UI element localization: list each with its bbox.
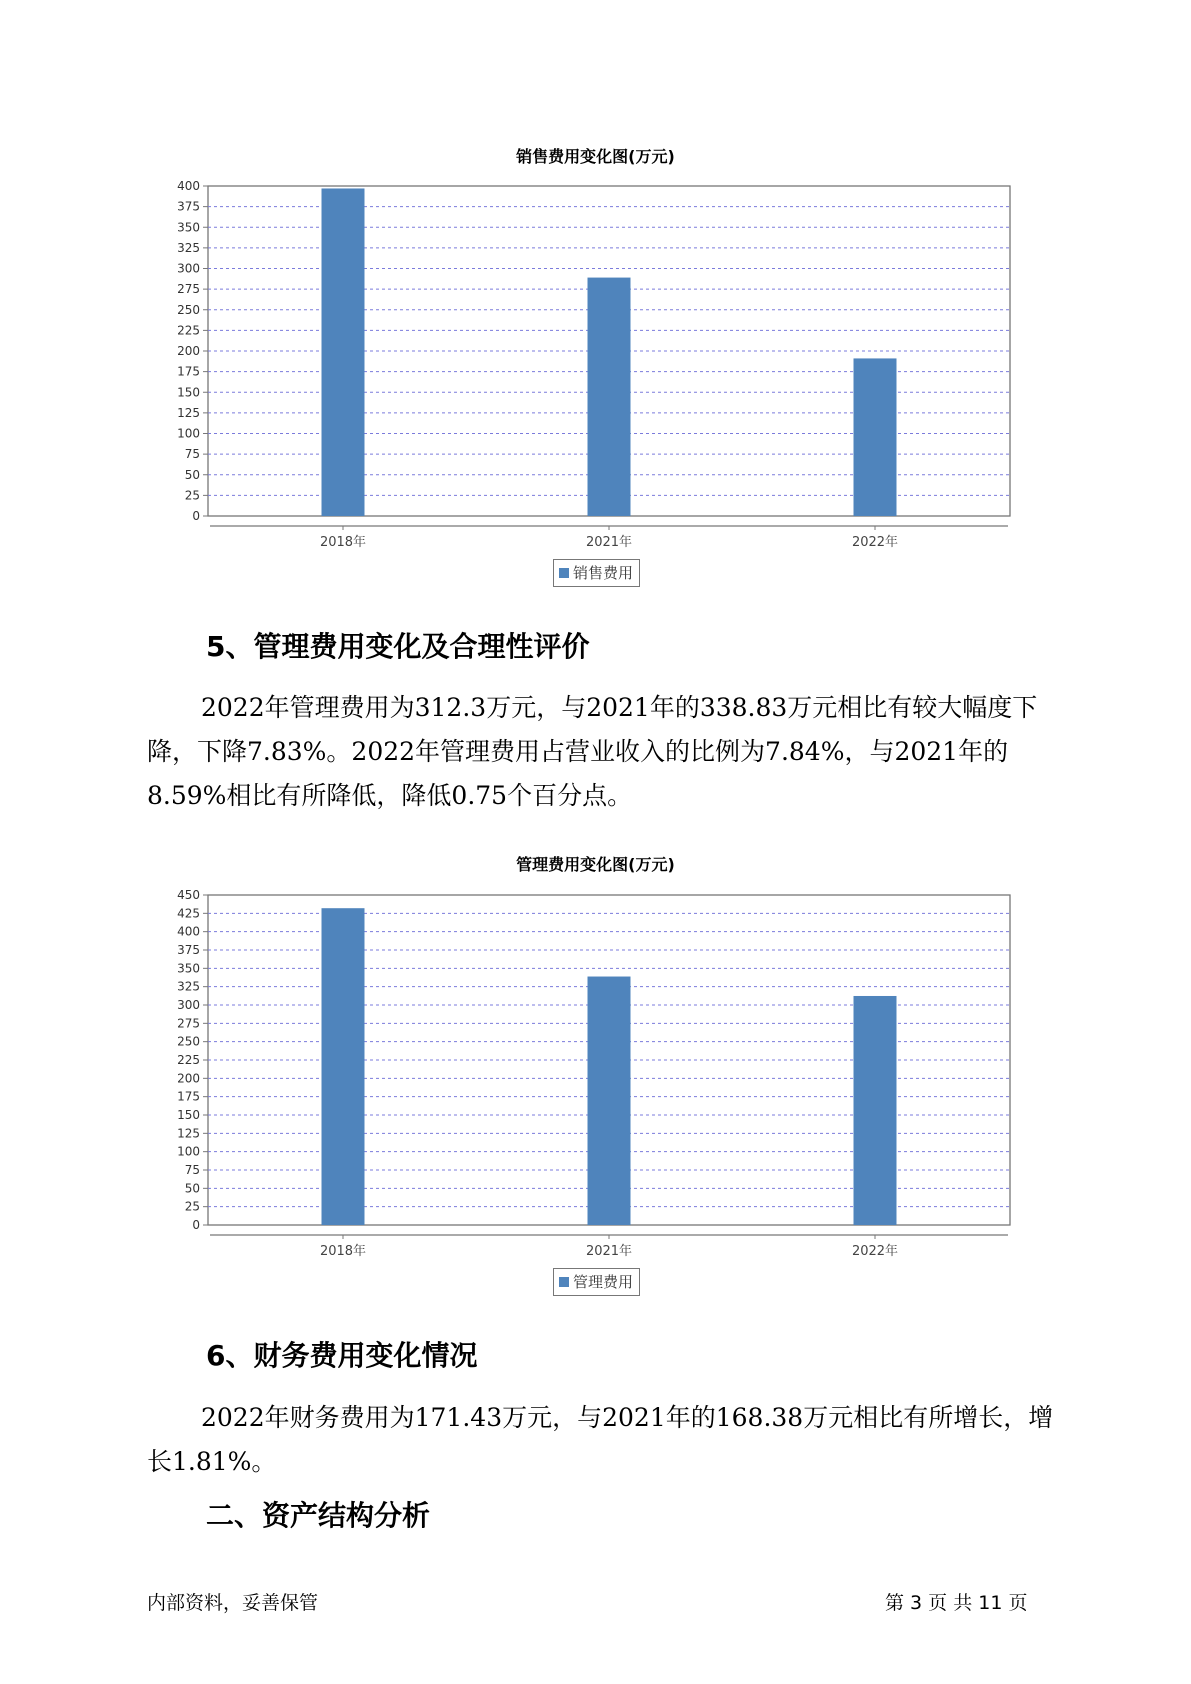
- y-tick-label: 125: [177, 405, 200, 420]
- y-tick-label: 250: [177, 1034, 200, 1049]
- section5-paragraph: 2022年管理费用为312.3万元，与2021年的338.83万元相比有较大幅度下降，下降7.83%。2022年管理费用占营业收入的比例为7.84%，与2021年的8.59%相比有所降低，降低0.75个百分点。: [147, 693, 1038, 810]
- y-tick-label: 325: [177, 240, 200, 255]
- x-tick-label: 2018年: [319, 535, 367, 550]
- y-tick-label: 325: [177, 979, 200, 994]
- admin-chart-legend: [553, 1268, 640, 1296]
- y-tick-label: 400: [177, 924, 200, 939]
- bar: [854, 358, 897, 516]
- y-tick-label: 275: [177, 1016, 200, 1031]
- y-tick-label: 400: [177, 179, 200, 193]
- y-tick-label: 350: [177, 961, 200, 976]
- footer-page-number: 第 3 页 共 11 页: [885, 1592, 1028, 1614]
- y-tick-label: 175: [177, 364, 200, 379]
- admin-chart-title: 管理费用变化图(万元): [516, 855, 675, 874]
- y-tick-label: 75: [184, 447, 200, 462]
- section6-paragraph: 2022年财务费用为171.43万元，与2021年的168.38万元相比有所增长，增长1.81%。: [147, 1403, 1054, 1476]
- y-tick-label: 50: [184, 467, 200, 482]
- y-tick-label: 200: [177, 344, 200, 358]
- sales-chart-title: 销售费用变化图(万元): [516, 147, 675, 166]
- bar: [854, 996, 897, 1225]
- y-tick-label: 150: [177, 385, 200, 400]
- bar: [322, 188, 365, 516]
- y-tick-label: 100: [177, 426, 200, 441]
- y-tick-label: 150: [177, 1108, 200, 1122]
- y-tick-label: 250: [177, 302, 200, 317]
- y-tick-label: 300: [177, 998, 200, 1012]
- y-tick-label: 100: [177, 1144, 200, 1159]
- y-tick-label: 450: [177, 888, 200, 902]
- x-tick-label: 2022年: [851, 1244, 899, 1259]
- bar: [322, 908, 365, 1225]
- y-tick-label: 0: [192, 509, 200, 523]
- y-tick-label: 0: [192, 1218, 200, 1232]
- bar: [588, 278, 631, 516]
- y-tick-label: 225: [177, 323, 200, 338]
- bar: [588, 977, 631, 1225]
- y-tick-label: 425: [177, 906, 200, 921]
- x-tick-label: 2021年: [585, 1244, 633, 1259]
- y-tick-label: 225: [177, 1053, 200, 1067]
- legend-label: 销售费用: [573, 564, 634, 582]
- legend-swatch: [559, 568, 569, 578]
- x-tick-label: 2022年: [851, 535, 899, 550]
- y-tick-label: 375: [177, 943, 200, 957]
- y-tick-label: 275: [177, 282, 200, 297]
- admin-expense-chart: [0, 880, 1191, 1270]
- y-tick-label: 50: [184, 1181, 200, 1196]
- footer-left: 内部资料，妥善保管: [147, 1592, 319, 1614]
- section6-heading: 6、财务费用变化情况: [206, 1339, 478, 1372]
- y-tick-label: 125: [177, 1126, 200, 1141]
- y-tick-label: 375: [177, 199, 200, 214]
- y-tick-label: 75: [184, 1163, 200, 1177]
- x-tick-label: 2018年: [319, 1244, 367, 1259]
- sales-expense-chart: [0, 170, 1191, 550]
- y-tick-label: 175: [177, 1089, 200, 1104]
- section-two-heading: 二、资产结构分析: [206, 1499, 431, 1532]
- legend-label: 管理费用: [573, 1273, 634, 1291]
- section5-heading: 5、管理费用变化及合理性评价: [206, 630, 590, 663]
- y-tick-label: 300: [177, 261, 200, 276]
- x-tick-label: 2021年: [585, 535, 633, 550]
- legend-swatch: [559, 1277, 569, 1287]
- y-tick-label: 350: [177, 220, 200, 235]
- y-tick-label: 25: [184, 1199, 200, 1214]
- y-tick-label: 200: [177, 1071, 200, 1086]
- sales-chart-legend: [553, 559, 640, 587]
- y-tick-label: 25: [184, 488, 200, 503]
